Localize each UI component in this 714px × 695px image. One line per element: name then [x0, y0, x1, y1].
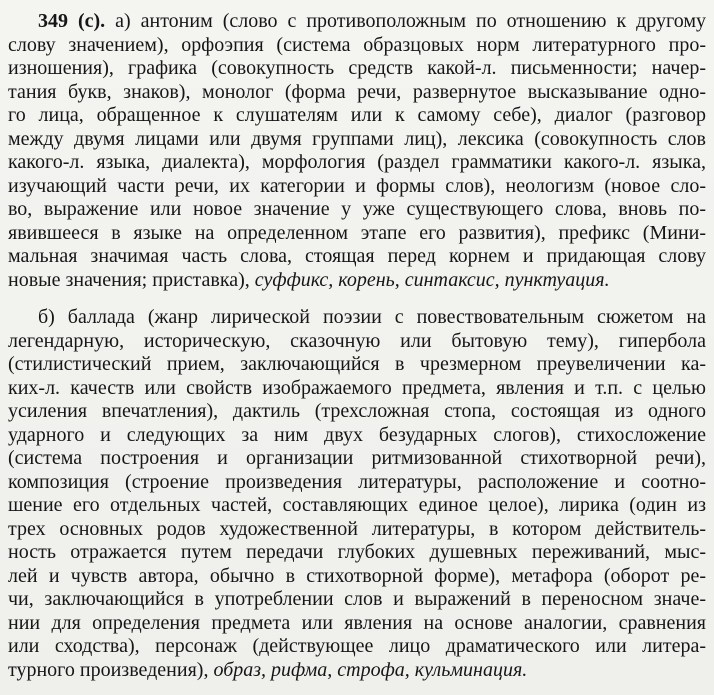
text-line [8, 612, 706, 636]
text-line [8, 471, 706, 495]
paragraph-a [8, 10, 706, 292]
line-text: ность отражается путем передачи глубоких душевных переживаний, мыс- [8, 541, 706, 563]
italic-terms: суффикс, корень, синтаксис, пунктуация. [254, 268, 610, 291]
line-text: нии для определения предмета или явления на основе аналогии, сравнения [8, 611, 706, 634]
line-text: изношения), графика (совокупность средств какой-л. письменности; начер- [8, 57, 706, 79]
text-line [8, 635, 706, 659]
text-line [8, 494, 706, 518]
italic-terms: образ, рифма, строфа, кульминация. [213, 658, 528, 681]
line-text: усиления впечатления), дактиль (трехсложная стопа, состоящая из одного [8, 400, 706, 422]
text-line [8, 10, 706, 34]
text-line [8, 222, 706, 246]
text-line [8, 245, 706, 269]
line-text: какого-л. языка, диалекта), морфология (раздел грамматики какого-л. языка, [8, 151, 706, 173]
line-text: шение его отдельных частей, составляющих единое целое), лирика (один из [8, 494, 706, 516]
text-line [8, 588, 706, 612]
line-text: турного произведения), [8, 658, 214, 681]
text-line [8, 34, 706, 58]
line-text: (система построения и организации ритмизованной стихотворной речи), [8, 447, 706, 469]
text-line [8, 198, 706, 222]
line-text: ких-л. качеств или свойств изображаемого предмета, явления и т.п. с целью [8, 376, 706, 399]
line-text: трех основных родов художественной литературы, в котором действитель- [8, 517, 706, 540]
text-line [8, 377, 706, 401]
exercise-number: 349 (с). [38, 10, 106, 32]
line-text: композиция (строение произведения литературы, расположение и соотно- [8, 470, 706, 493]
line-text: легендарную, историческую, сказочную или бытовую тему), гипербола [8, 329, 706, 352]
text-line [8, 306, 706, 330]
line-text: б) баллада (жанр лирической поэзии с повествовательным сюжетом на [38, 306, 706, 328]
text-line [8, 104, 706, 128]
line-text: во, выражение или новое значение у уже существующего слова, вновь по- [8, 198, 706, 220]
text-line [8, 447, 706, 471]
text-line [8, 330, 706, 354]
text-line [8, 128, 706, 152]
line-text: го лица, обращенное к слушателям или к самому себе), диалог (разговор [8, 104, 706, 126]
text-line [8, 541, 706, 565]
text-line [8, 269, 706, 293]
line-text: слову значением), орфоэпия (система образцовых норм литературного про- [8, 33, 706, 56]
line-text: (стилистический прием, заключающийся в чрезмерном преувеличении ка- [8, 353, 706, 375]
line-text: явившееся в языке на определенном этапе его развития), префикс (Мини- [8, 221, 706, 244]
line-text: мальная значимая часть слова, стоящая перед корнем и придающая слову [8, 245, 706, 267]
text-line [8, 565, 706, 589]
line-text: тания букв, знаков), монолог (форма речи, развернутое высказывание одно- [8, 80, 706, 103]
text-line [8, 659, 706, 683]
line-text: или сходства), персонаж (действующее лицо драматического или литера- [8, 635, 706, 657]
paragraph-b [8, 306, 706, 682]
line-text: чи, заключающийся в употреблении слов и выражений в переносном значе- [8, 588, 706, 610]
line-text: между двумя лицами или двумя группами лиц), лексика (совокупность слов [8, 127, 706, 150]
line-text: изучающий части речи, их категории и формы слов), неологизм (новое сло- [8, 174, 706, 197]
text-line [8, 353, 706, 377]
line-text: лей и чувств автора, обычно в стихотворной форме), метафора (оборот ре- [8, 564, 706, 587]
line-text: ударного и следующих за ним двух безударных слогов), стихосложение [8, 423, 706, 446]
text-line [8, 175, 706, 199]
line-text: а) антоним (слово с противоположным по отношению к другому [105, 10, 706, 32]
text-line [8, 151, 706, 175]
text-line [8, 57, 706, 81]
line-text: новые значения; приставка), [8, 268, 255, 291]
text-line [8, 81, 706, 105]
text-line [8, 400, 706, 424]
text-line [8, 518, 706, 542]
text-line [8, 424, 706, 448]
text-column [8, 10, 706, 682]
